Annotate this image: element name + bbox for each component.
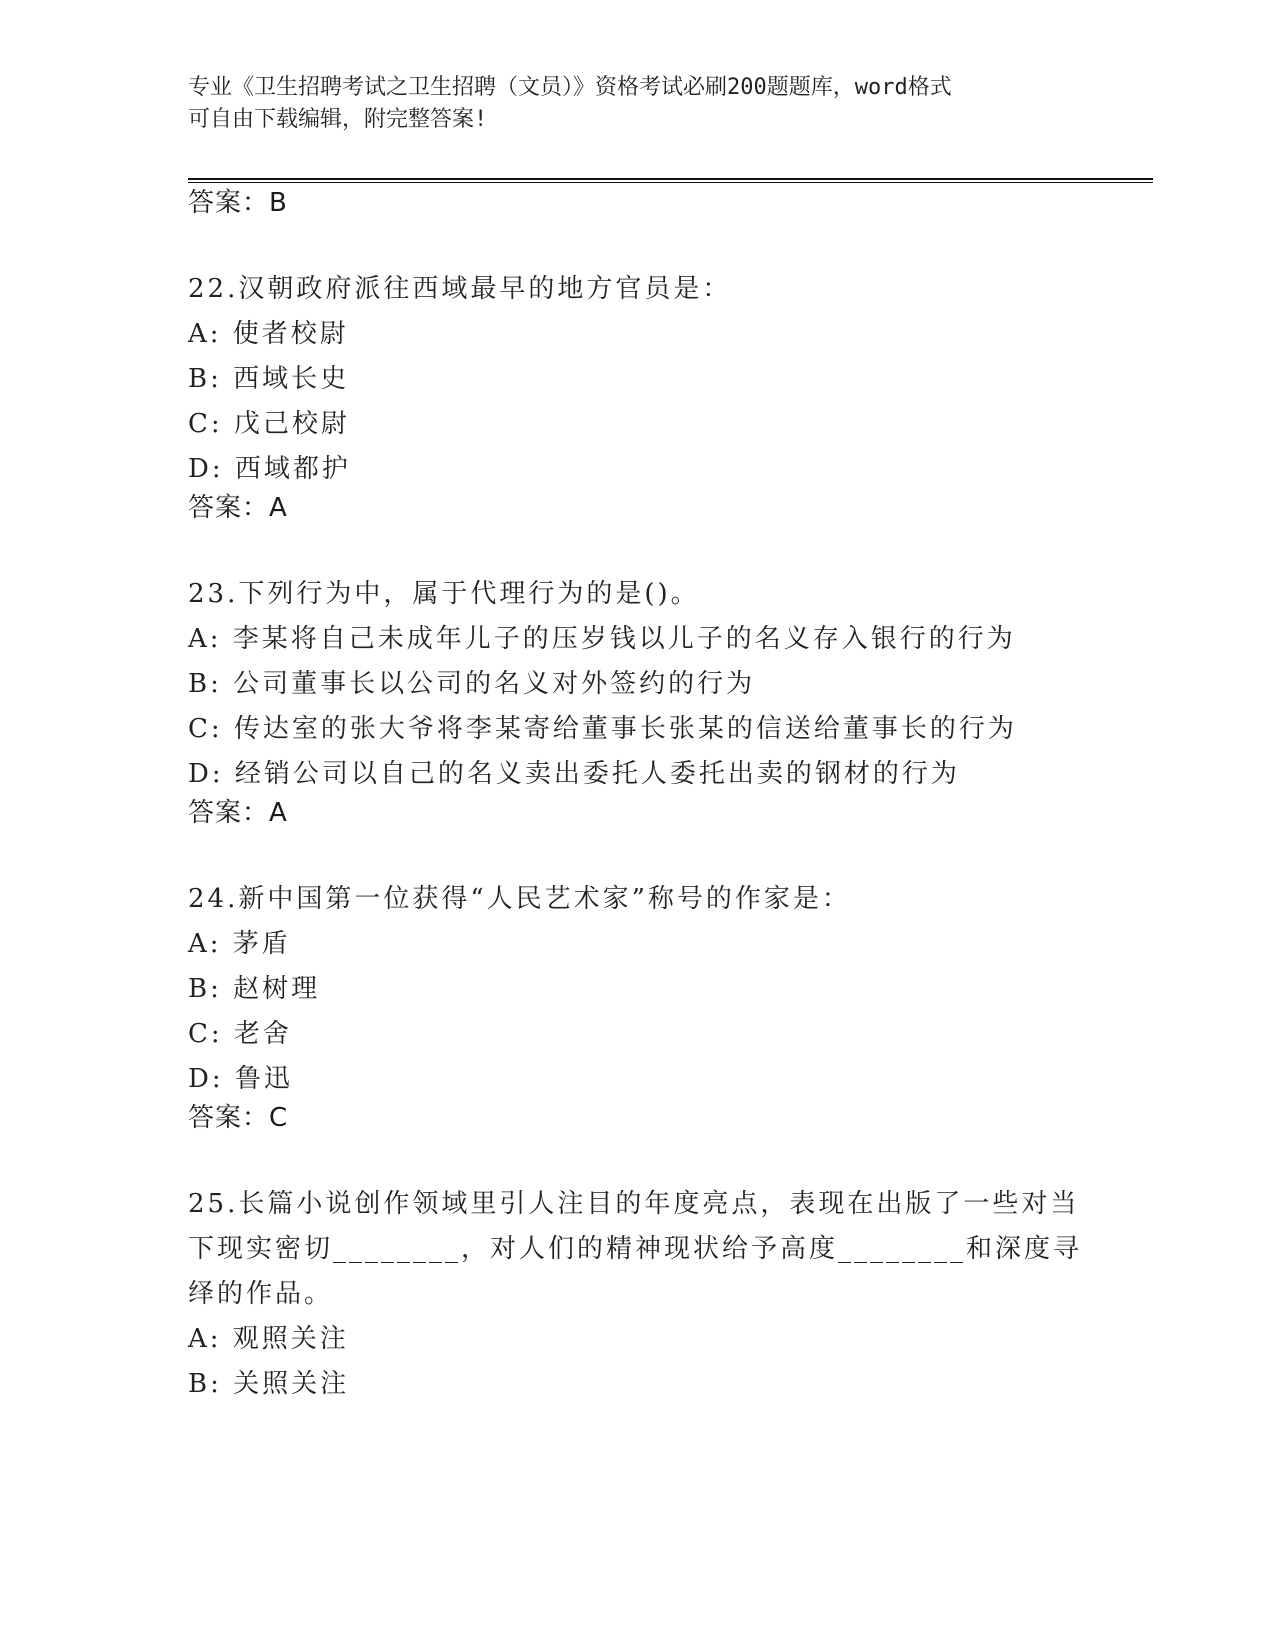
answer-22: 答案：A bbox=[188, 493, 288, 523]
answer-24: 答案：C bbox=[188, 1103, 289, 1133]
option-b: B: 西域长史 bbox=[188, 364, 350, 394]
option-a: A: 茅盾 bbox=[188, 929, 291, 959]
option-c: C: 戊己校尉 bbox=[188, 409, 350, 439]
question-24 bbox=[188, 877, 1068, 1102]
option-a: A: 使者校尉 bbox=[188, 319, 349, 349]
question-text-line-3: 绎的作品。 bbox=[188, 1279, 334, 1309]
option-b: B: 关照关注 bbox=[188, 1369, 350, 1399]
question-text: 24.新中国第一位获得“人民艺术家”称号的作家是： bbox=[188, 884, 851, 914]
header-line-1: 专业《卫生招聘考试之卫生招聘（文员）》资格考试必刷200题题库，word格式 bbox=[188, 75, 952, 100]
question-text-line-1: 25.长篇小说创作领域里引人注目的年度亮点，表现在出版了一些对当 bbox=[188, 1189, 1080, 1219]
question-text: 23.下列行为中，属于代理行为的是()。 bbox=[188, 579, 700, 609]
header-rule-thin bbox=[188, 182, 1153, 183]
option-c: C: 老舍 bbox=[188, 1019, 292, 1049]
question-text: 22.汉朝政府派往西域最早的地方官员是： bbox=[188, 274, 732, 304]
option-c: C: 传达室的张大爷将李某寄给董事长张某的信送给董事长的行为 bbox=[188, 714, 1017, 744]
option-b: B: 公司董事长以公司的名义对外签约的行为 bbox=[188, 669, 756, 699]
question-25 bbox=[188, 1182, 1082, 1407]
document-header bbox=[188, 72, 1088, 136]
option-d: D: 经销公司以自己的名义卖出委托人委托出卖的钢材的行为 bbox=[188, 759, 960, 789]
option-a: A: 李某将自己未成年儿子的压岁钱以儿子的名义存入银行的行为 bbox=[188, 624, 1016, 654]
option-a: A: 观照关注 bbox=[188, 1324, 349, 1354]
question-22 bbox=[188, 267, 1068, 492]
answer-23: 答案：A bbox=[188, 798, 288, 828]
question-23 bbox=[188, 572, 1068, 797]
header-line-2: 可自由下载编辑，附完整答案! bbox=[188, 107, 488, 132]
option-d: D: 西域都护 bbox=[188, 454, 351, 484]
header-rule-thick bbox=[188, 178, 1153, 180]
answer-previous: 答案：B bbox=[188, 188, 288, 218]
question-text-line-2: 下现实密切________，对人们的精神现状给予高度________和深度寻 bbox=[188, 1234, 1083, 1264]
option-d: D: 鲁迅 bbox=[188, 1064, 293, 1094]
option-b: B: 赵树理 bbox=[188, 974, 321, 1004]
